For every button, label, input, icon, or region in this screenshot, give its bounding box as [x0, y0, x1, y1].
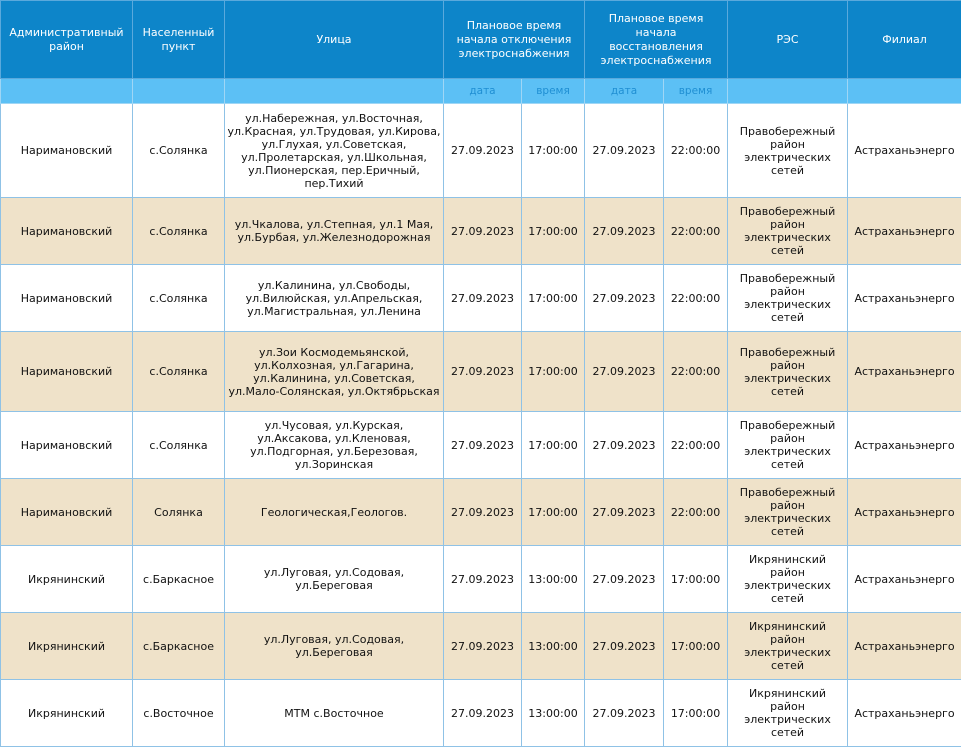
cell-off-date: 27.09.2023: [444, 332, 522, 412]
cell-on-date: 27.09.2023: [585, 265, 664, 332]
cell-street: ул.Калинина, ул.Свободы, ул.Вилюйская, ул.Апрельская, ул.Магистральная, ул.Ленина: [225, 265, 444, 332]
table-row: [1, 479, 961, 546]
cell-street: ул.Чусовая, ул.Курская, ул.Аксакова, ул.Кленовая, ул.Подгорная, ул.Березовая, ул.Зоринская: [225, 412, 444, 479]
cell-street: МТМ с.Восточное: [225, 680, 444, 747]
subheader-blank: [728, 79, 848, 104]
table-row: [1, 332, 961, 412]
cell-street: Геологическая,Геологов.: [225, 479, 444, 546]
cell-off-time: 17:00:00: [522, 104, 585, 198]
cell-res: Правобережный район электрических сетей: [728, 479, 848, 546]
cell-res: Правобережный район электрических сетей: [728, 104, 848, 198]
cell-branch: Астраханьэнерго: [848, 198, 961, 265]
cell-branch: Астраханьэнерго: [848, 412, 961, 479]
cell-branch: Астраханьэнерго: [848, 332, 961, 412]
header-on-time: Плановое время начала восстановления электроснабжения: [585, 1, 728, 79]
cell-off-time: 13:00:00: [522, 546, 585, 613]
cell-on-time: 22:00:00: [664, 265, 728, 332]
cell-district: Икрянинский: [1, 613, 133, 680]
table-row: [1, 412, 961, 479]
cell-branch: Астраханьэнерго: [848, 265, 961, 332]
subheader-row: [1, 79, 961, 104]
cell-res: Правобережный район электрических сетей: [728, 265, 848, 332]
cell-branch: Астраханьэнерго: [848, 613, 961, 680]
cell-res: Правобережный район электрических сетей: [728, 332, 848, 412]
cell-res: Икрянинский район электрических сетей: [728, 680, 848, 747]
cell-off-date: 27.09.2023: [444, 265, 522, 332]
cell-off-date: 27.09.2023: [444, 104, 522, 198]
cell-district: Наримановский: [1, 265, 133, 332]
header-res: РЭС: [728, 1, 848, 79]
subheader-on-date: дата: [585, 79, 664, 104]
cell-off-date: 27.09.2023: [444, 412, 522, 479]
subheader-blank: [225, 79, 444, 104]
cell-locality: с.Баркасное: [133, 546, 225, 613]
cell-on-time: 17:00:00: [664, 546, 728, 613]
cell-district: Наримановский: [1, 198, 133, 265]
header-branch: Филиал: [848, 1, 961, 79]
cell-on-time: 17:00:00: [664, 680, 728, 747]
header-off-time: Плановое время начала отключения электроснабжения: [444, 1, 585, 79]
cell-branch: Астраханьэнерго: [848, 104, 961, 198]
cell-off-time: 17:00:00: [522, 198, 585, 265]
cell-on-date: 27.09.2023: [585, 546, 664, 613]
cell-district: Икрянинский: [1, 546, 133, 613]
cell-off-date: 27.09.2023: [444, 479, 522, 546]
cell-street: ул.Луговая, ул.Содовая, ул.Береговая: [225, 546, 444, 613]
cell-street: ул.Чкалова, ул.Степная, ул.1 Мая, ул.Бурбая, ул.Железнодорожная: [225, 198, 444, 265]
cell-on-date: 27.09.2023: [585, 479, 664, 546]
cell-off-time: 13:00:00: [522, 613, 585, 680]
cell-off-time: 17:00:00: [522, 412, 585, 479]
cell-on-time: 22:00:00: [664, 412, 728, 479]
cell-on-time: 17:00:00: [664, 613, 728, 680]
cell-street: ул.Набережная, ул.Восточная, ул.Красная, ул.Трудовая, ул.Кирова, ул.Глухая, ул.Советская, ул.Пролетарская, ул.Школьная, ул.Пионерская, пер.Еричный, пер.Тихий: [225, 104, 444, 198]
cell-res: Правобережный район электрических сетей: [728, 198, 848, 265]
cell-off-time: 17:00:00: [522, 265, 585, 332]
cell-on-date: 27.09.2023: [585, 613, 664, 680]
cell-off-date: 27.09.2023: [444, 680, 522, 747]
cell-off-time: 17:00:00: [522, 332, 585, 412]
cell-off-date: 27.09.2023: [444, 613, 522, 680]
cell-on-time: 22:00:00: [664, 479, 728, 546]
subheader-blank: [848, 79, 961, 104]
cell-on-date: 27.09.2023: [585, 412, 664, 479]
cell-off-time: 13:00:00: [522, 680, 585, 747]
cell-street: ул.Луговая, ул.Содовая, ул.Береговая: [225, 613, 444, 680]
cell-branch: Астраханьэнерго: [848, 680, 961, 747]
cell-district: Икрянинский: [1, 680, 133, 747]
cell-on-time: 22:00:00: [664, 104, 728, 198]
cell-branch: Астраханьэнерго: [848, 479, 961, 546]
subheader-on-time: время: [664, 79, 728, 104]
cell-res: Икрянинский район электрических сетей: [728, 613, 848, 680]
cell-locality: Солянка: [133, 479, 225, 546]
cell-on-time: 22:00:00: [664, 332, 728, 412]
table-row: [1, 104, 961, 198]
cell-off-date: 27.09.2023: [444, 198, 522, 265]
cell-locality: с.Солянка: [133, 104, 225, 198]
cell-locality: с.Баркасное: [133, 613, 225, 680]
cell-off-date: 27.09.2023: [444, 546, 522, 613]
subheader-off-time: время: [522, 79, 585, 104]
header-row: [1, 1, 961, 79]
cell-district: Наримановский: [1, 332, 133, 412]
cell-street: ул.Зои Космодемьянской, ул.Колхозная, ул.Гагарина, ул.Калинина, ул.Советская, ул.Мало-Солянская, ул.Октябрьская: [225, 332, 444, 412]
table-row: [1, 680, 961, 747]
cell-branch: Астраханьэнерго: [848, 546, 961, 613]
cell-district: Наримановский: [1, 412, 133, 479]
header-locality: Населенный пункт: [133, 1, 225, 79]
table-row: [1, 198, 961, 265]
cell-locality: с.Солянка: [133, 332, 225, 412]
cell-locality: с.Солянка: [133, 265, 225, 332]
header-street: Улица: [225, 1, 444, 79]
cell-on-date: 27.09.2023: [585, 198, 664, 265]
cell-res: Правобережный район электрических сетей: [728, 412, 848, 479]
table-row: [1, 613, 961, 680]
cell-locality: с.Восточное: [133, 680, 225, 747]
table-row: [1, 265, 961, 332]
subheader-blank: [1, 79, 133, 104]
cell-locality: с.Солянка: [133, 412, 225, 479]
cell-district: Наримановский: [1, 479, 133, 546]
subheader-blank: [133, 79, 225, 104]
cell-locality: с.Солянка: [133, 198, 225, 265]
subheader-off-date: дата: [444, 79, 522, 104]
cell-district: Наримановский: [1, 104, 133, 198]
cell-on-time: 22:00:00: [664, 198, 728, 265]
cell-res: Икрянинский район электрических сетей: [728, 546, 848, 613]
cell-on-date: 27.09.2023: [585, 332, 664, 412]
header-district: Административный район: [1, 1, 133, 79]
cell-on-date: 27.09.2023: [585, 680, 664, 747]
table-row: [1, 546, 961, 613]
cell-on-date: 27.09.2023: [585, 104, 664, 198]
cell-off-time: 17:00:00: [522, 479, 585, 546]
